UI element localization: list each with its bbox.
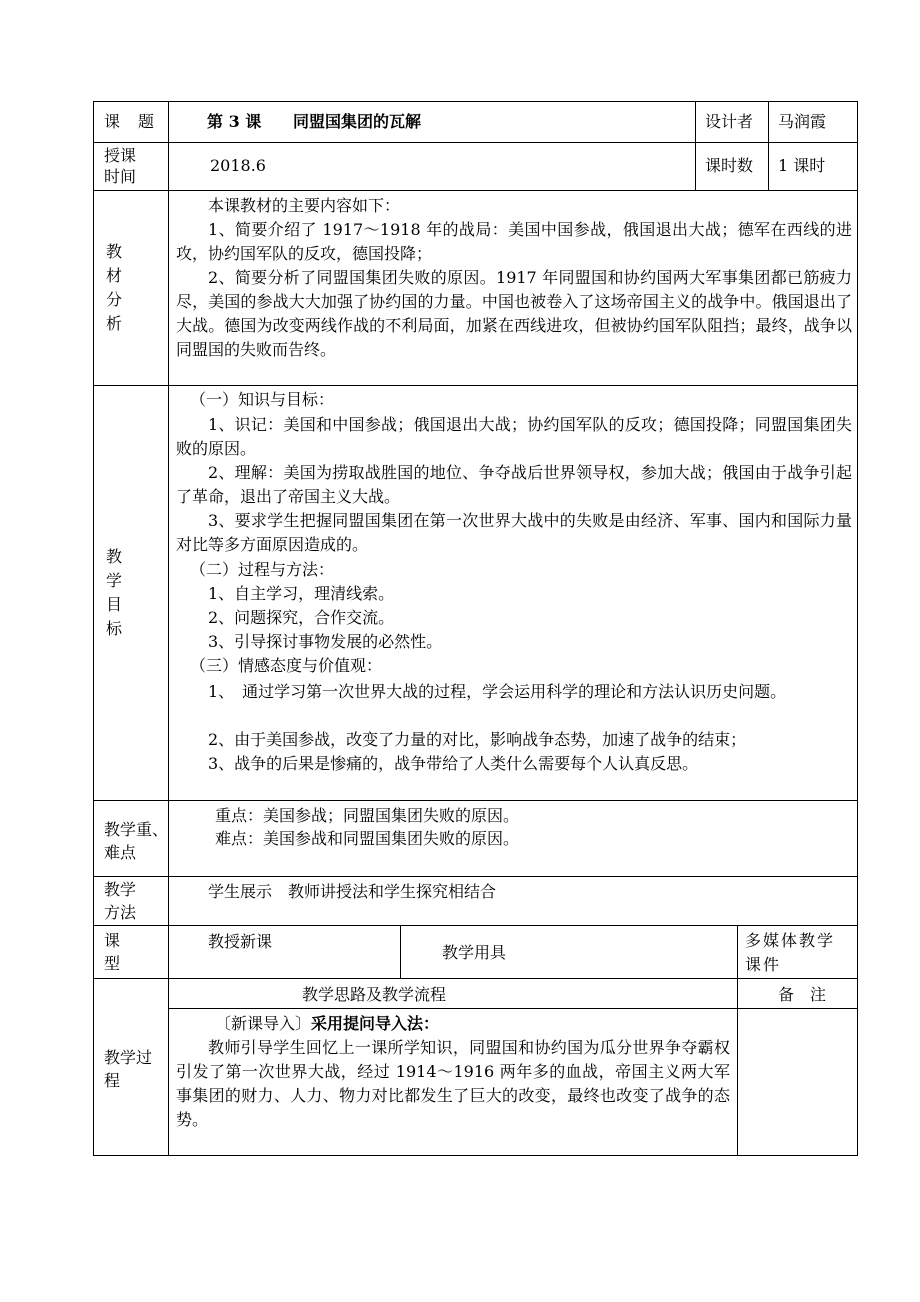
type-label-1: 课 <box>104 931 121 950</box>
time-label-1: 授课 <box>104 146 137 165</box>
goals-process-2: 2、问题探究，合作交流。 <box>208 608 395 627</box>
column-divider <box>695 101 696 191</box>
goals-knowledge-3: 3、要求学生把握同盟国集团在第一次世界大战中的失败是由经济、军事、国内和国际力量对比等多方面原因造成的。 <box>176 511 852 554</box>
material-label-char: 分 <box>105 290 122 309</box>
row-divider <box>93 142 858 143</box>
material-point-2: 2、简要分析了同盟国集团失败的原因。1917 年同盟国和协约国两大军事集团都已筋疲力尽，美国的参战大大加强了协约国的力量。中国也被卷入了这场帝国主义的战争中。俄国退出了大战。德国为改变两线作战的不利局面，加紧在西线进攻，但被协约国军队阻挡；最终，战争以同盟国的失败而告终。 <box>176 268 852 359</box>
method-label-1: 教学 <box>104 880 137 899</box>
material-label-char: 析 <box>105 314 122 333</box>
table-border-bottom <box>93 1155 858 1156</box>
goals-heading-knowledge: （一）知识与目标： <box>190 390 335 409</box>
topic-label: 课 题 <box>104 112 156 131</box>
lesson-number: 第 3 课 <box>207 112 262 131</box>
tools-value: 多媒体教学课件 <box>745 931 836 974</box>
label-column-divider <box>168 101 169 1156</box>
process-label-2: 程 <box>104 1071 121 1090</box>
goals-label-char: 教 <box>105 547 122 566</box>
intro-prefix: 〔新课导入〕 <box>215 1014 312 1033</box>
intro-text: 教师引导学生回忆上一课所学知识，同盟国和协约国为瓜分世界争夺霸权引发了第一次世界大战，经过 1914～1916 两年多的血战，帝国主义两大军事集团的财力、人力、物力对比都发生了巨大的改变，最终也改变了战争的态势。 <box>176 1038 730 1129</box>
goals-knowledge-2: 2、理解：美国为捞取战胜国的地位、争夺战后世界领导权，参加大战；俄国由于战争引起了革命，退出了帝国主义大战。 <box>176 463 852 506</box>
material-label <box>104 240 124 336</box>
type-value: 教授新课 <box>208 932 273 951</box>
focus-label-2: 难点 <box>104 843 137 862</box>
focus-difficult-point: 难点：美国参战和同盟国集团失败的原因。 <box>215 829 520 848</box>
table-border-top <box>93 101 858 102</box>
focus-key-point: 重点：美国参战；同盟国集团失败的原因。 <box>215 806 520 825</box>
lesson-title: 同盟国集团的瓦解 <box>293 112 422 131</box>
hours-value: 1 课时 <box>778 156 826 175</box>
method-value: 学生展示 教师讲授法和学生探究相结合 <box>208 882 497 901</box>
intro-line <box>215 1014 439 1034</box>
table-border-right <box>857 101 858 1156</box>
goals-process-3: 3、引导探讨事物发展的必然性。 <box>208 632 443 651</box>
designer-name: 马润霞 <box>778 112 827 131</box>
column-divider <box>400 925 401 979</box>
tools-label: 教学用具 <box>442 943 507 962</box>
goals-emotion-2: 2、由于美国参战，改变了力量的对比，影响战争态势，加速了战争的结束； <box>208 730 747 749</box>
goals-label-char: 标 <box>105 619 122 638</box>
row-divider <box>168 1008 858 1009</box>
method-label-2: 方法 <box>104 903 137 922</box>
material-point-1: 1、简要介绍了 1917～1918 年的战局：美国中国参战，俄国退出大战；德军在西线的进攻，协约国军队的反攻，德国投降； <box>176 220 852 263</box>
material-label-char: 教 <box>105 242 122 261</box>
goals-emotion-3: 3、战争的后果是惨痛的，战争带给了人类什么需要每个人认真反思。 <box>208 754 699 773</box>
column-divider <box>737 925 738 1156</box>
material-label-char: 材 <box>105 266 122 285</box>
row-divider <box>93 925 858 926</box>
goals-heading-emotion: （三）情感态度与价值观： <box>190 656 383 675</box>
lesson-date: 2018.6 <box>210 156 266 175</box>
intro-method: 采用提问导入法： <box>311 1014 440 1033</box>
goals-knowledge-1: 1、识记：美国和中国参战；俄国退出大战；协约国军队的反攻；德国投降；同盟国集团失败的原因。 <box>176 415 852 458</box>
row-divider <box>93 876 858 877</box>
material-intro: 本课教材的主要内容如下： <box>208 196 401 215</box>
row-divider <box>93 800 858 801</box>
designer-label: 设计者 <box>705 112 754 131</box>
goals-heading-process: （二）过程与方法： <box>190 560 335 579</box>
goals-label <box>104 545 124 641</box>
column-divider <box>768 101 769 191</box>
notes-header: 备 注 <box>778 985 827 1004</box>
row-divider <box>93 978 858 979</box>
process-label-1: 教学过 <box>104 1048 153 1067</box>
goals-label-char: 目 <box>105 595 122 614</box>
goals-label-char: 学 <box>105 571 122 590</box>
time-label-2: 时间 <box>104 167 137 186</box>
table-border-left <box>93 101 94 1156</box>
row-divider <box>93 385 858 386</box>
goals-emotion-1: 1、 通过学习第一次世界大战的过程，学会运用科学的理论和方法认识历史问题。 <box>208 682 787 701</box>
goals-process-1: 1、自主学习，理清线索。 <box>208 584 395 603</box>
type-label-2: 型 <box>104 954 121 973</box>
flow-header: 教学思路及教学流程 <box>302 985 447 1004</box>
hours-label: 课时数 <box>705 156 754 175</box>
row-divider <box>93 190 858 191</box>
focus-label-1: 教学重、 <box>104 820 169 839</box>
